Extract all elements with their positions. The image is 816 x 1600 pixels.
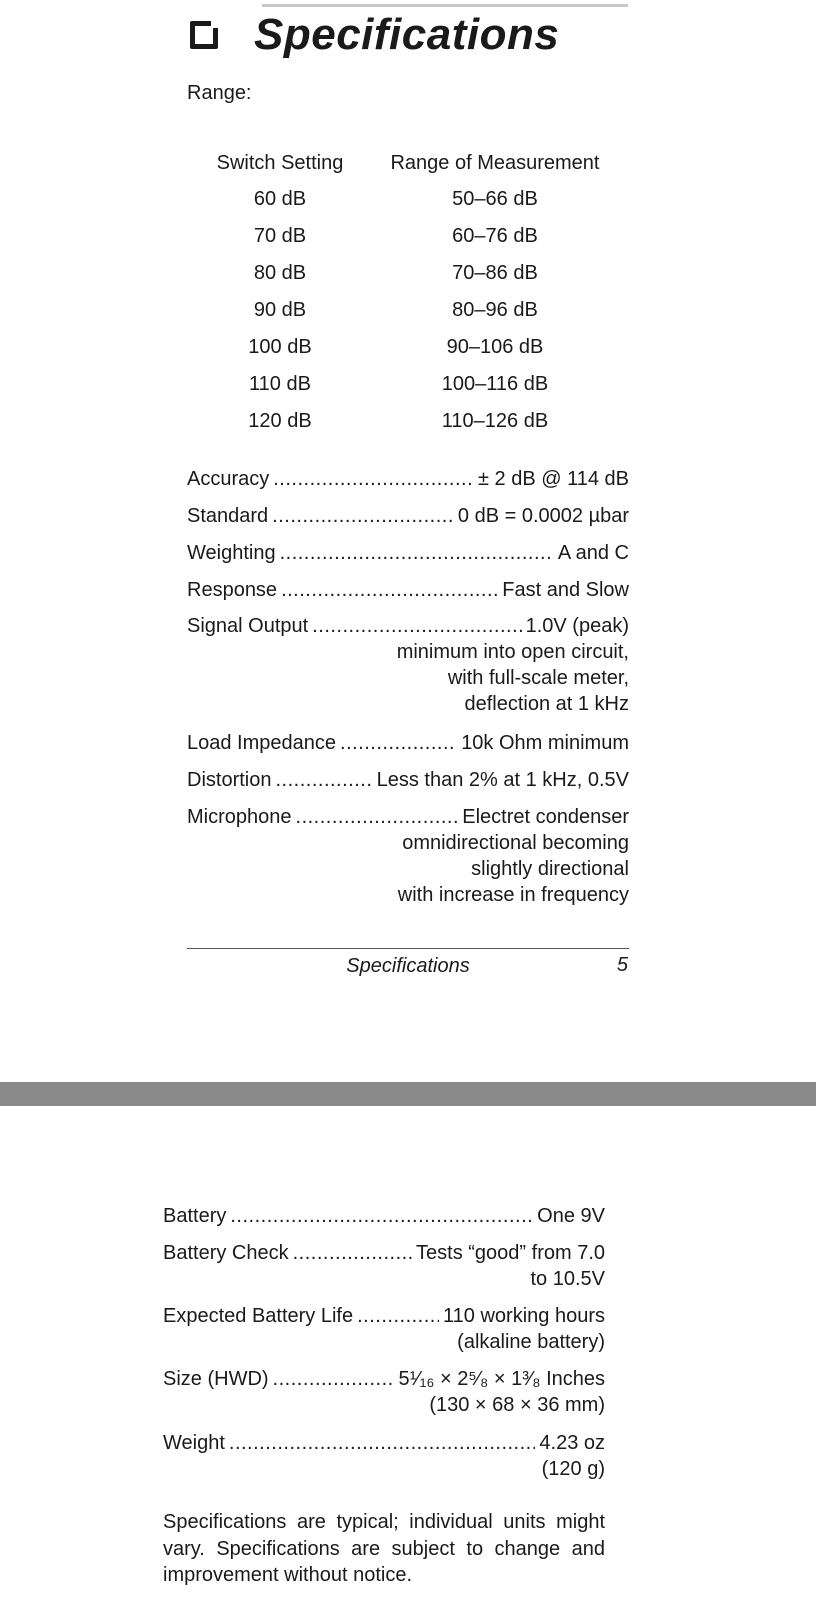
spec-label: Microphone <box>187 806 292 828</box>
spec-label: Weight <box>163 1432 225 1454</box>
footer-title: Specifications <box>346 955 470 977</box>
section-heading <box>190 10 559 60</box>
range-table <box>200 145 630 440</box>
spec-load-impedance <box>187 730 629 756</box>
spec-continuation: with increase in frequency <box>397 884 629 906</box>
spec-label: Weighting <box>187 542 276 564</box>
range-cell: 60–76 dB <box>452 225 538 247</box>
spec-response <box>187 577 629 603</box>
spec-continuation: (alkaline battery) <box>457 1331 605 1353</box>
column-header-switch-setting: Switch Setting <box>216 151 344 174</box>
spec-label: Battery Check <box>163 1242 289 1264</box>
spec-size <box>163 1366 605 1418</box>
page-number: 5 <box>616 954 628 976</box>
dot-leader <box>229 1430 536 1456</box>
spec-continuation: (120 g) <box>541 1458 605 1480</box>
spec-accuracy <box>187 466 629 492</box>
spec-value: Less than 2% at 1 kHz, 0.5V <box>376 769 629 791</box>
footer-rule <box>187 948 629 949</box>
table-row <box>200 292 630 329</box>
spec-continuation: omnidirectional becoming <box>402 832 629 854</box>
spec-label: Accuracy <box>187 468 270 490</box>
page-divider <box>0 1082 816 1106</box>
table-row <box>200 403 630 440</box>
dot-leader <box>293 1240 412 1266</box>
range-cell: 70–86 dB <box>452 262 538 284</box>
range-cell: 90–106 dB <box>446 336 544 358</box>
range-cell: 80–96 dB <box>452 299 538 321</box>
range-label: Range: <box>187 82 252 104</box>
spec-value: 5¹⁄₁₆ × 2⁵⁄₈ × 1³⁄₈ Inches <box>398 1368 605 1390</box>
spec-battery <box>163 1203 605 1229</box>
spec-microphone <box>187 804 629 908</box>
dot-leader <box>312 613 521 639</box>
dot-leader <box>280 540 554 566</box>
spec-continuation: minimum into open circuit, <box>396 641 629 663</box>
spec-continuation: with full-scale meter, <box>447 667 629 689</box>
spec-value: Tests “good” from 7.0 <box>416 1242 605 1264</box>
spec-value: Fast and Slow <box>502 579 629 601</box>
switch-setting-cell: 90 dB <box>253 299 307 321</box>
spec-value: 1.0V (peak) <box>525 615 629 637</box>
table-row <box>200 329 630 366</box>
spec-label: Load Impedance <box>187 732 337 754</box>
switch-setting-cell: 80 dB <box>253 262 307 284</box>
table-row <box>200 255 630 292</box>
dot-leader <box>357 1303 439 1329</box>
spec-value: ± 2 dB @ 114 dB <box>478 468 629 490</box>
dot-leader <box>275 767 372 793</box>
checkbox-icon <box>190 21 218 49</box>
spec-value: 0 dB = 0.0002 µbar <box>457 505 629 527</box>
spec-weighting <box>187 540 629 566</box>
spec-distortion <box>187 767 629 793</box>
dot-leader <box>296 804 459 830</box>
page-title: Specifications <box>254 10 560 59</box>
spec-label: Size (HWD) <box>163 1368 269 1390</box>
dot-leader <box>340 730 457 756</box>
spec-value: 4.23 oz <box>539 1432 605 1454</box>
spec-expected-battery-life <box>163 1303 605 1355</box>
table-row <box>200 218 630 255</box>
dot-leader <box>273 466 474 492</box>
switch-setting-cell: 60 dB <box>253 188 307 210</box>
spec-battery-check <box>163 1240 605 1292</box>
switch-setting-cell: 110 dB <box>249 373 311 395</box>
spec-label: Signal Output <box>187 615 309 637</box>
spec-continuation: deflection at 1 kHz <box>464 693 629 715</box>
spec-label: Response <box>187 579 278 601</box>
range-cell: 110–126 dB <box>441 410 549 432</box>
spec-label: Battery <box>163 1205 227 1227</box>
switch-setting-cell: 70 dB <box>253 225 307 247</box>
switch-setting-cell: 100 dB <box>248 336 312 358</box>
spec-label: Standard <box>187 505 269 527</box>
range-cell: 100–116 dB <box>441 373 549 395</box>
spec-value: One 9V <box>537 1205 605 1227</box>
dot-leader <box>230 1203 533 1229</box>
table-row <box>200 366 630 403</box>
disclaimer-notice: Specifications are typical; individual units might vary. Specifications are subject to change and improvement without notice. <box>163 1511 605 1586</box>
spec-signal-output <box>187 613 629 717</box>
spec-label: Expected Battery Life <box>163 1305 354 1327</box>
dot-leader <box>281 577 498 603</box>
range-cell: 50–66 dB <box>452 188 538 210</box>
spec-value: 10k Ohm minimum <box>461 732 629 754</box>
table-row <box>200 181 630 218</box>
top-rule <box>262 4 628 7</box>
spec-continuation: to 10.5V <box>530 1268 605 1290</box>
spec-standard <box>187 503 629 529</box>
switch-setting-cell: 120 dB <box>248 410 312 432</box>
spec-continuation: slightly directional <box>471 858 629 880</box>
spec-value: Electret condenser <box>462 806 629 828</box>
spec-label: Distortion <box>187 769 272 791</box>
dot-leader <box>272 503 454 529</box>
spec-value: 110 working hours <box>443 1305 605 1327</box>
column-header-range: Range of Measurement <box>390 151 600 174</box>
spec-value: A and C <box>557 542 629 564</box>
spec-continuation: (130 × 68 × 36 mm) <box>429 1394 605 1416</box>
dot-leader <box>273 1366 395 1392</box>
spec-weight <box>163 1430 605 1482</box>
